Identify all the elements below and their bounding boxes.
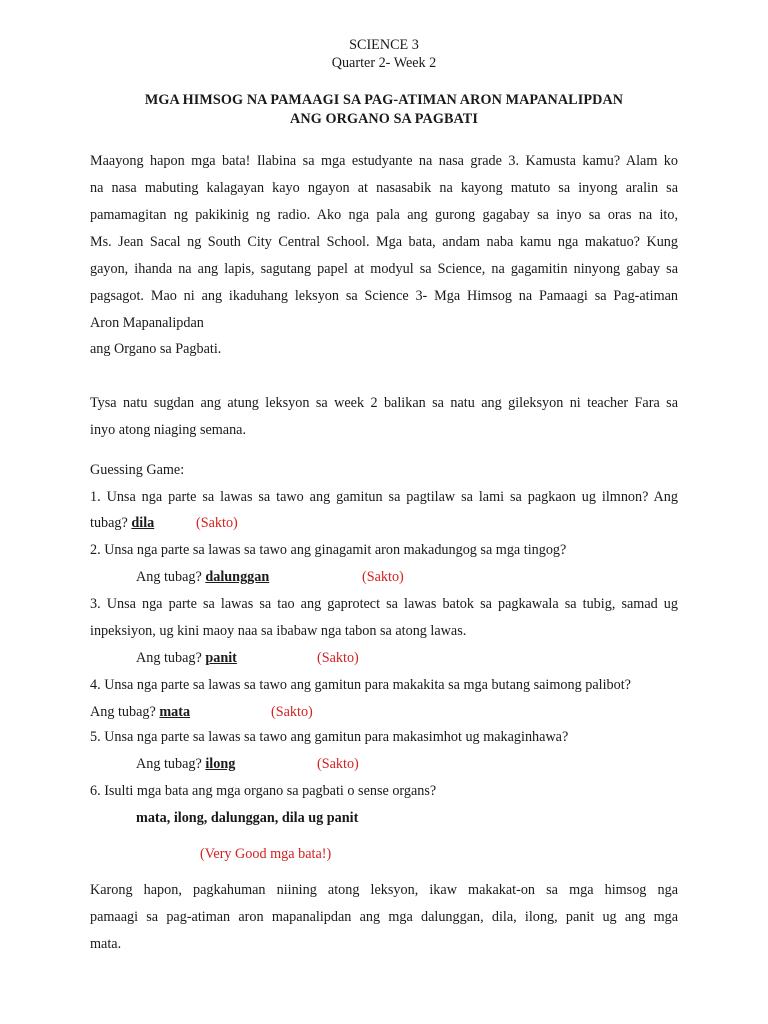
intro-line: Maayong hapon mga bata! Ilabina sa mga estudyante na nasa grade 3. Kamusta kamu? Alam ko	[90, 153, 678, 169]
question-3-answer-row	[136, 650, 237, 667]
question-2-answer-row	[136, 569, 269, 586]
answer-prefix: Ang tubag?	[136, 756, 202, 772]
intro-line: Ms. Jean Sacal ng South City Central School. Mga bata, andam naba kamu nga makatuo? Kung	[90, 234, 678, 250]
answer-prefix: tubag?	[90, 515, 128, 531]
lesson-title-line1: MGA HIMSOG NA PAMAAGI SA PAG-ATIMAN ARON MAPANALIPDAN	[144, 92, 624, 108]
intro-line: Aron Mapanalipdan	[90, 315, 204, 331]
review-line: inyo atong niaging semana.	[90, 422, 247, 438]
question-5-answer-row	[136, 756, 235, 773]
lesson-title-line2: ANG ORGANO SA PAGBATI	[290, 111, 478, 127]
feedback-1: (Sakto)	[196, 515, 238, 531]
answer-6: mata, ilong, dalunggan, dila ug panit	[136, 810, 359, 826]
feedback-4: (Sakto)	[271, 704, 313, 720]
question-4-answer-row	[90, 704, 190, 721]
guessing-game-heading: Guessing Game:	[90, 462, 185, 478]
feedback-3: (Sakto)	[317, 650, 359, 666]
intro-line: pamamagitan ng pakikinig ng radio. Ako nga pala ang gurong gagabay sa inyo sa oras na ito,	[90, 207, 678, 223]
question-1: 1. Unsa nga parte sa lawas sa tawo ang gamitun sa pagtilaw sa lami sa pagkaon ug ilmnon? Ang	[90, 489, 678, 505]
intro-line: pagsagot. Mao ni ang ikaduhang leksyon sa Science 3- Mga Himsog na Pamaagi sa Pag-atiman	[90, 288, 678, 304]
question-3: 3. Unsa nga parte sa lawas sa tao ang gaprotect sa lawas batok sa pagkawala sa tubig, samad ug	[90, 596, 678, 612]
question-2: 2. Unsa nga parte sa lawas sa tawo ang ginagamit aron makadungog sa mga tingog?	[90, 542, 567, 558]
question-4: 4. Unsa nga parte sa lawas sa tawo ang gamitun para makakita sa mga butang saimong palibot?	[90, 677, 631, 693]
answer-2: dalunggan	[205, 569, 270, 585]
closing-line: Karong hapon, pagkahuman niining atong leksyon, ikaw makakat-on sa mga himsog nga	[90, 882, 678, 898]
question-1-answer-row	[90, 515, 154, 532]
closing-line: mata.	[90, 936, 122, 952]
answer-3: panit	[205, 650, 237, 666]
subject-heading: SCIENCE 3	[349, 37, 419, 53]
answer-prefix: Ang tubag?	[90, 704, 156, 720]
intro-line: gayon, ihanda na ang lapis, sagutang papel at modyul sa Science, na gagamitin ninyong gabay sa	[90, 261, 678, 277]
question-5: 5. Unsa nga parte sa lawas sa tawo ang gamitun para makasimhot ug makaginhawa?	[90, 729, 569, 745]
period-heading: Quarter 2- Week 2	[331, 55, 437, 71]
answer-5: ilong	[205, 756, 236, 772]
closing-line: pamaagi sa pag-atiman aron mapanalipdan ang mga dalunggan, dila, ilong, panit ug ang mga	[90, 909, 678, 925]
answer-prefix: Ang tubag?	[136, 569, 202, 585]
answer-prefix: Ang tubag?	[136, 650, 202, 666]
intro-line: na nasa mabuting kalagayan kayo ngayon at nasasabik na kayong matuto sa inyong aralin sa	[90, 180, 678, 196]
review-line: Tysa natu sugdan ang atung leksyon sa week 2 balikan sa natu ang gileksyon ni teacher Fara sa	[90, 395, 678, 411]
answer-4: mata	[159, 704, 191, 720]
feedback-5: (Sakto)	[317, 756, 359, 772]
praise-text: (Very Good mga bata!)	[200, 846, 332, 862]
feedback-2: (Sakto)	[362, 569, 404, 585]
question-3-line-2: inpeksiyon, ug kini maoy naa sa ibabaw nga tabon sa atong lawas.	[90, 623, 467, 639]
question-6: 6. Isulti mga bata ang mga organo sa pagbati o sense organs?	[90, 783, 437, 799]
intro-line: ang Organo sa Pagbati.	[90, 341, 222, 357]
answer-1: dila	[131, 515, 155, 531]
